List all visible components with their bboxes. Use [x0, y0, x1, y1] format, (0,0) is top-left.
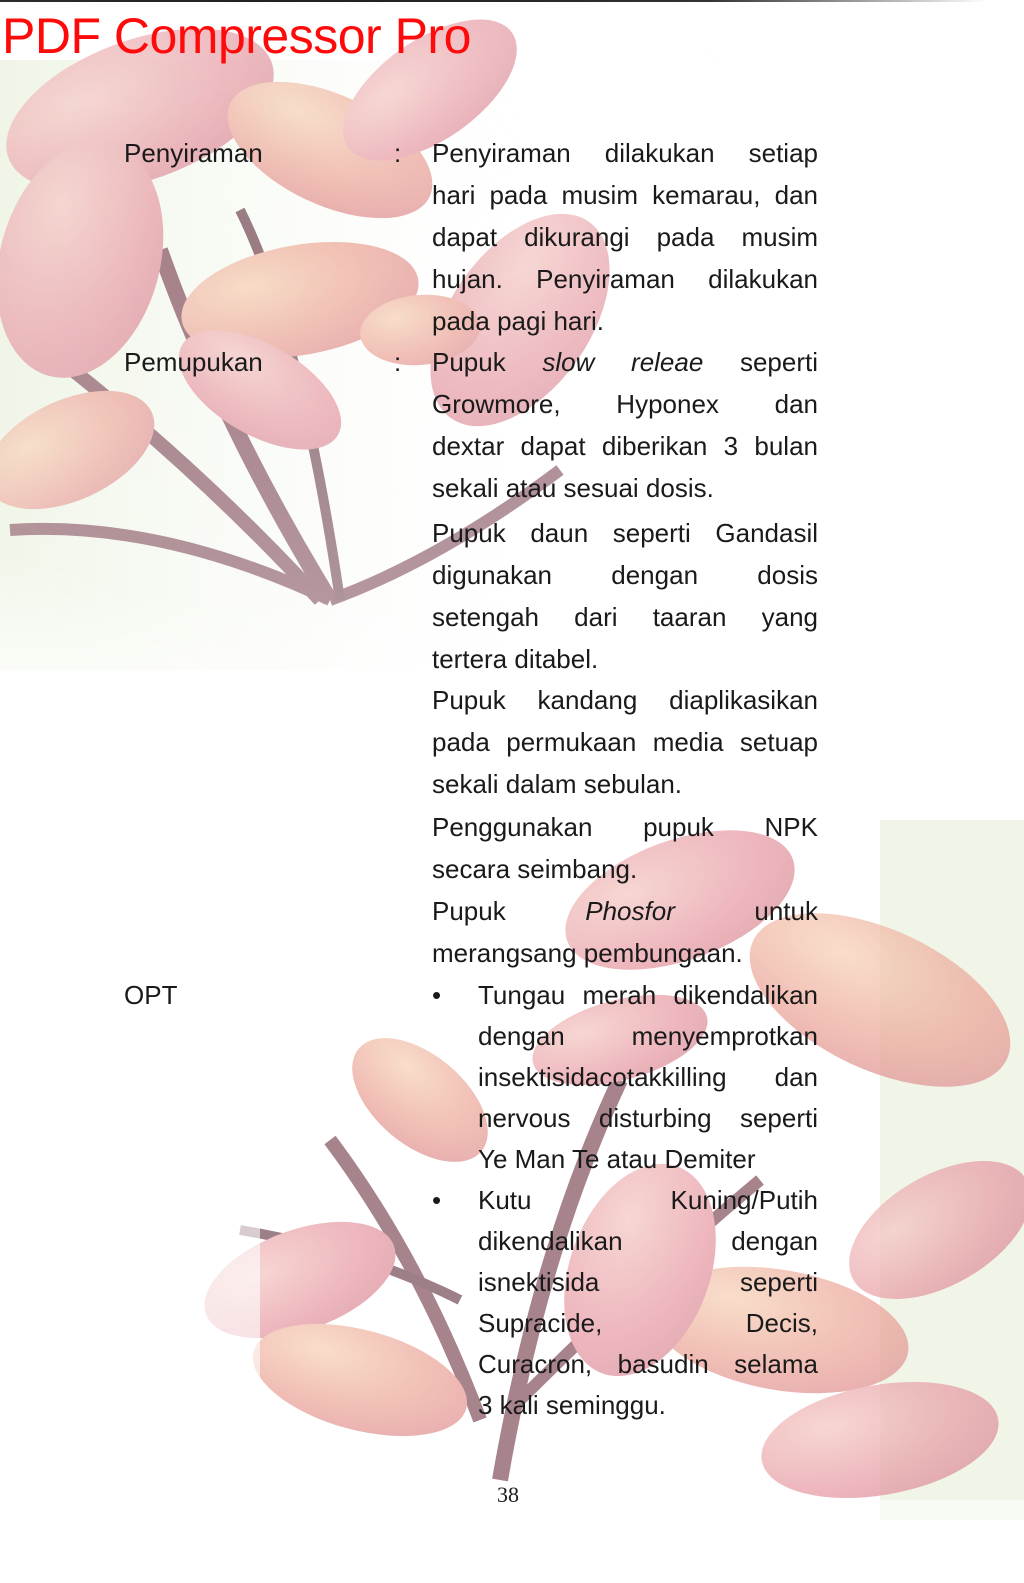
text-line: hujan. Penyiraman dilakukan — [432, 264, 818, 294]
text-word-italic: slow — [542, 347, 595, 377]
bullet-icon: • — [432, 980, 442, 1010]
text-line: 3 kali seminggu. — [478, 1390, 666, 1420]
paragraph-phosfor — [432, 890, 818, 974]
text-line: Penyiraman dilakukan setiap — [432, 138, 818, 168]
colon-penyiraman: : — [394, 138, 402, 168]
text-line: pada permukaan media setuap — [432, 727, 818, 757]
text-line: tertera ditabel. — [432, 644, 599, 674]
text-line: Pupuk kandang diaplikasikan — [432, 685, 818, 715]
text-line: sekali dalam sebulan. — [432, 769, 683, 799]
text-line: Tungau merah dikendalikan — [478, 980, 818, 1010]
text-line: Curacron, basudin selama — [478, 1349, 818, 1379]
text-line: Ye Man Te atau Demiter — [478, 1144, 756, 1174]
text-line: Growmore, Hyponex dan — [432, 389, 818, 419]
paragraph-npk — [432, 806, 818, 890]
text-line: Penggunakan pupuk NPK — [432, 812, 818, 842]
text-word: Pupuk — [432, 896, 506, 926]
bullet-list-opt — [432, 975, 818, 1426]
label-pemupukan: Pemupukan — [124, 347, 263, 377]
label-penyiraman: Penyiraman — [124, 138, 263, 168]
text-line: secara seimbang. — [432, 854, 638, 884]
paragraph-pupuk-daun — [432, 512, 818, 680]
paragraph-pemupukan-slow-release — [432, 341, 818, 509]
text-line: setengah dari taaran yang — [432, 602, 818, 632]
text-word: untuk — [754, 896, 818, 926]
text-line: insektisidacotakkilling dan — [478, 1062, 818, 1092]
text-line: Kutu Kuning/Putih — [478, 1185, 818, 1215]
text-line: digunakan dengan dosis — [432, 560, 818, 590]
paragraph-pupuk-kandang — [432, 679, 818, 805]
text-word-italic: Phosfor — [585, 896, 675, 926]
text-line: dapat dikurangi pada musim — [432, 222, 818, 252]
text-line: Supracide, Decis, — [478, 1308, 818, 1338]
text-line: sekali atau sesuai dosis. — [432, 473, 714, 503]
text-line: dengan menyemprotkan — [478, 1021, 818, 1051]
paragraph-penyiraman — [432, 132, 818, 342]
list-item — [432, 975, 818, 1180]
watermark-text: PDF Compressor Pro — [2, 8, 471, 64]
text-line: merangsang pembungaan. — [432, 938, 743, 968]
colon-pemupukan: : — [394, 347, 402, 377]
label-opt: OPT — [124, 980, 178, 1010]
text-line: Pupuk daun seperti Gandasil — [432, 518, 818, 548]
text-word: Pupuk — [432, 347, 506, 377]
text-word-italic: releae — [631, 347, 704, 377]
page-number: 38 — [497, 1482, 519, 1507]
text-line: nervous disturbing seperti — [478, 1103, 818, 1133]
text-line: pada pagi hari. — [432, 306, 605, 336]
text-line: dikendalikan dengan — [478, 1226, 818, 1256]
list-item — [432, 1180, 818, 1426]
text-line: hari pada musim kemarau, dan — [432, 180, 818, 210]
text-line — [432, 341, 818, 383]
text-line: dextar dapat diberikan 3 bulan — [432, 431, 818, 461]
text-line: isnektisida seperti — [478, 1267, 818, 1297]
text-line — [432, 890, 818, 932]
text-word: seperti — [739, 347, 818, 377]
bullet-icon: • — [432, 1185, 442, 1215]
